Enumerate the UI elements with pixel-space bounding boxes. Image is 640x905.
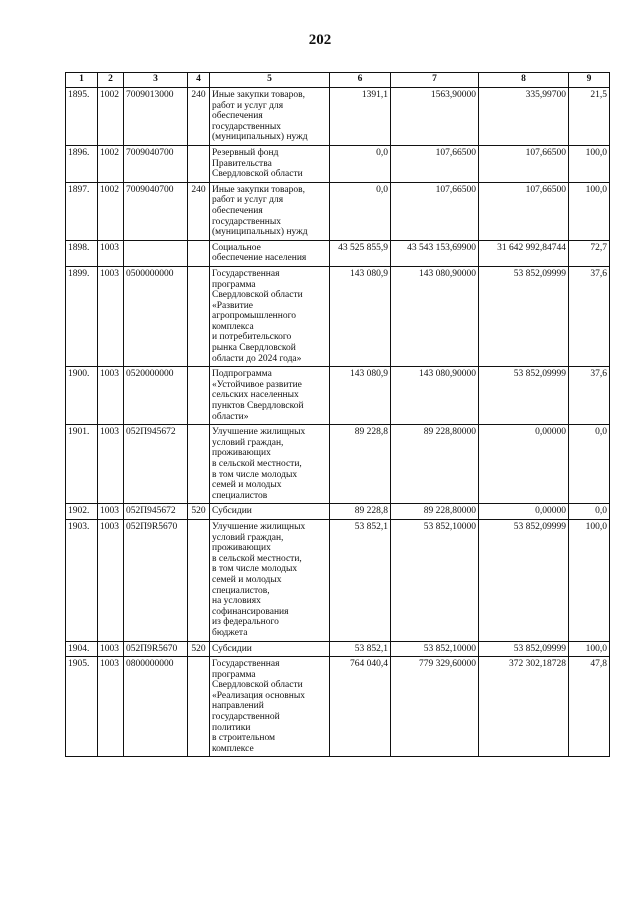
section-code: 1003 <box>98 240 124 266</box>
table-row <box>66 266 610 366</box>
clarified-amount: 779 329,60000 <box>391 657 479 757</box>
approved-amount: 53 852,1 <box>330 641 391 657</box>
execution-percent: 37,6 <box>569 367 610 425</box>
executed-amount: 0,00000 <box>479 425 569 504</box>
row-number: 1899. <box>66 266 98 366</box>
expense-type-code <box>188 519 210 641</box>
row-number: 1897. <box>66 182 98 240</box>
executed-amount: 0,00000 <box>479 504 569 520</box>
item-name: Субсидии <box>210 504 330 520</box>
approved-amount: 0,0 <box>330 182 391 240</box>
expense-type-code: 520 <box>188 641 210 657</box>
column-header: 7 <box>391 73 479 88</box>
section-code: 1003 <box>98 504 124 520</box>
column-header: 6 <box>330 73 391 88</box>
target-article-code: 7009040700 <box>124 145 188 182</box>
executed-amount: 335,99700 <box>479 88 569 146</box>
target-article-code: 0800000000 <box>124 657 188 757</box>
execution-percent: 100,0 <box>569 145 610 182</box>
execution-percent: 0,0 <box>569 504 610 520</box>
expense-type-code <box>188 266 210 366</box>
approved-amount: 143 080,9 <box>330 367 391 425</box>
item-name: Социальное обеспечение населения <box>210 240 330 266</box>
row-number: 1904. <box>66 641 98 657</box>
column-header: 1 <box>66 73 98 88</box>
execution-percent: 0,0 <box>569 425 610 504</box>
table-row <box>66 657 610 757</box>
item-name: Субсидии <box>210 641 330 657</box>
column-header: 3 <box>124 73 188 88</box>
execution-percent: 72,7 <box>569 240 610 266</box>
expense-type-code <box>188 145 210 182</box>
executed-amount: 53 852,09999 <box>479 367 569 425</box>
column-header: 8 <box>479 73 569 88</box>
section-code: 1003 <box>98 641 124 657</box>
row-number: 1895. <box>66 88 98 146</box>
target-article-code: 0500000000 <box>124 266 188 366</box>
item-name: Иные закупки товаров, работ и услуг для обеспечения государственных (муниципальных) нужд <box>210 182 330 240</box>
target-article-code: 7009013000 <box>124 88 188 146</box>
clarified-amount: 89 228,80000 <box>391 504 479 520</box>
clarified-amount: 89 228,80000 <box>391 425 479 504</box>
expense-type-code <box>188 367 210 425</box>
clarified-amount: 143 080,90000 <box>391 266 479 366</box>
target-article-code: 052П945672 <box>124 504 188 520</box>
column-header: 2 <box>98 73 124 88</box>
clarified-amount: 53 852,10000 <box>391 641 479 657</box>
column-header: 9 <box>569 73 610 88</box>
clarified-amount: 53 852,10000 <box>391 519 479 641</box>
table-header-row <box>66 73 610 88</box>
page-number: 202 <box>308 32 332 48</box>
expense-type-code <box>188 425 210 504</box>
executed-amount: 31 642 992,84744 <box>479 240 569 266</box>
executed-amount: 53 852,09999 <box>479 266 569 366</box>
executed-amount: 53 852,09999 <box>479 641 569 657</box>
item-name: Иные закупки товаров, работ и услуг для обеспечения государственных (муниципальных) нужд <box>210 88 330 146</box>
row-number: 1896. <box>66 145 98 182</box>
column-header: 5 <box>210 73 330 88</box>
expense-type-code: 240 <box>188 88 210 146</box>
column-header: 4 <box>188 73 210 88</box>
item-name: Подпрограмма «Устойчивое развитие сельских населенных пунктов Свердловской области» <box>210 367 330 425</box>
row-number: 1898. <box>66 240 98 266</box>
row-number: 1902. <box>66 504 98 520</box>
row-number: 1905. <box>66 657 98 757</box>
expense-type-code: 240 <box>188 182 210 240</box>
table-row <box>66 519 610 641</box>
approved-amount: 0,0 <box>330 145 391 182</box>
row-number: 1900. <box>66 367 98 425</box>
clarified-amount: 107,66500 <box>391 182 479 240</box>
target-article-code <box>124 240 188 266</box>
item-name: Государственная программа Свердловской области «Реализация основных направлений государственной политики в строительном комплексе <box>210 657 330 757</box>
target-article-code: 0520000000 <box>124 367 188 425</box>
execution-percent: 47,8 <box>569 657 610 757</box>
table-row <box>66 145 610 182</box>
executed-amount: 53 852,09999 <box>479 519 569 641</box>
section-code: 1003 <box>98 657 124 757</box>
table-row <box>66 182 610 240</box>
approved-amount: 1391,1 <box>330 88 391 146</box>
expense-type-code <box>188 657 210 757</box>
item-name: Улучшение жилищных условий граждан, проживающих в сельской местности, в том числе молодых семей и молодых специалистов <box>210 425 330 504</box>
item-name: Улучшение жилищных условий граждан, проживающих в сельской местности, в том числе молодых семей и молодых специалистов, на условиях софинансирования из федерального бюджета <box>210 519 330 641</box>
target-article-code: 7009040700 <box>124 182 188 240</box>
execution-percent: 100,0 <box>569 182 610 240</box>
approved-amount: 43 525 855,9 <box>330 240 391 266</box>
clarified-amount: 1563,90000 <box>391 88 479 146</box>
approved-amount: 53 852,1 <box>330 519 391 641</box>
section-code: 1002 <box>98 182 124 240</box>
row-number: 1903. <box>66 519 98 641</box>
clarified-amount: 143 080,90000 <box>391 367 479 425</box>
target-article-code: 052П9R5670 <box>124 519 188 641</box>
row-number: 1901. <box>66 425 98 504</box>
clarified-amount: 107,66500 <box>391 145 479 182</box>
section-code: 1003 <box>98 367 124 425</box>
execution-percent: 21,5 <box>569 88 610 146</box>
section-code: 1002 <box>98 145 124 182</box>
table-row <box>66 425 610 504</box>
target-article-code: 052П9R5670 <box>124 641 188 657</box>
item-name: Государственная программа Свердловской области «Развитие агропромышленного комплекса и потребительского рынка Свердловской области до 2024 года» <box>210 266 330 366</box>
table-row <box>66 240 610 266</box>
approved-amount: 764 040,4 <box>330 657 391 757</box>
executed-amount: 107,66500 <box>479 182 569 240</box>
clarified-amount: 43 543 153,69900 <box>391 240 479 266</box>
approved-amount: 89 228,8 <box>330 504 391 520</box>
execution-percent: 100,0 <box>569 519 610 641</box>
table-row <box>66 641 610 657</box>
item-name: Резервный фонд Правительства Свердловской области <box>210 145 330 182</box>
execution-percent: 37,6 <box>569 266 610 366</box>
table-row <box>66 367 610 425</box>
section-code: 1003 <box>98 519 124 641</box>
budget-table <box>65 72 610 757</box>
section-code: 1003 <box>98 266 124 366</box>
expense-type-code <box>188 240 210 266</box>
executed-amount: 372 302,18728 <box>479 657 569 757</box>
table-row <box>66 504 610 520</box>
execution-percent: 100,0 <box>569 641 610 657</box>
expense-type-code: 520 <box>188 504 210 520</box>
table-body <box>66 88 610 757</box>
section-code: 1002 <box>98 88 124 146</box>
executed-amount: 107,66500 <box>479 145 569 182</box>
section-code: 1003 <box>98 425 124 504</box>
approved-amount: 143 080,9 <box>330 266 391 366</box>
target-article-code: 052П945672 <box>124 425 188 504</box>
table-row <box>66 88 610 146</box>
approved-amount: 89 228,8 <box>330 425 391 504</box>
